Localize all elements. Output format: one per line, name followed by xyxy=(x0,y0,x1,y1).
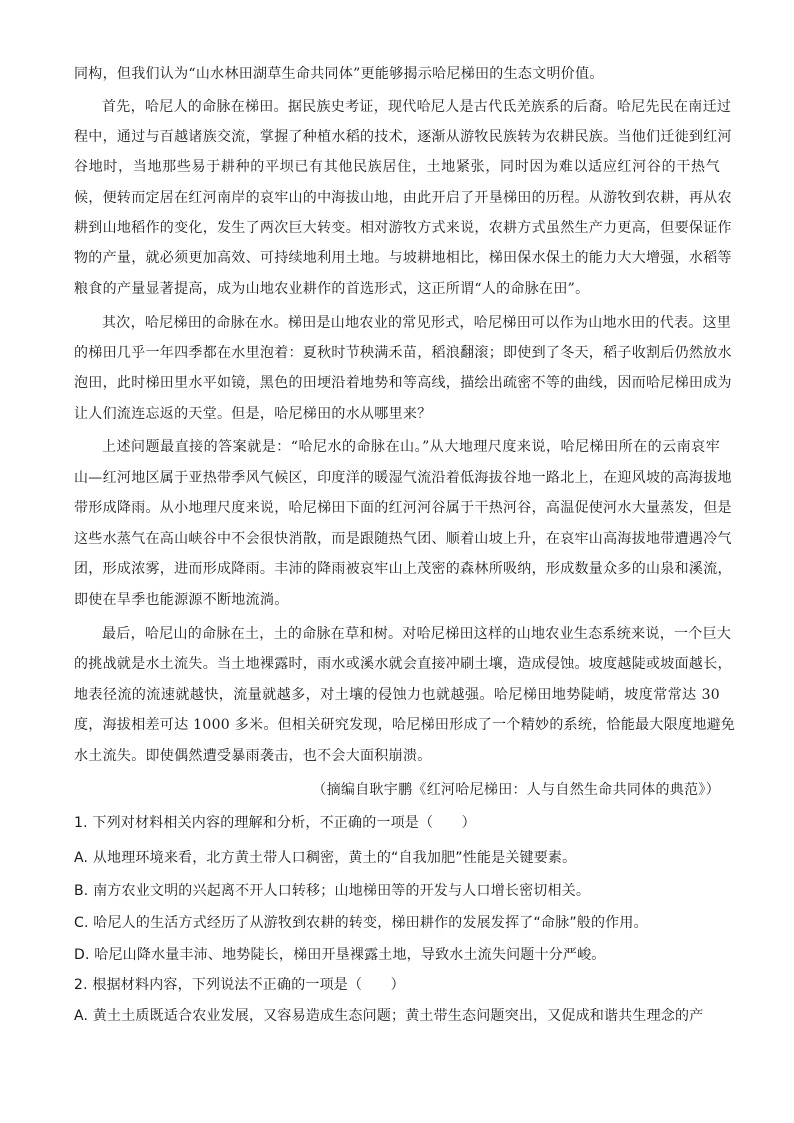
text-line: 度，海拔相差可达 1000 多米。但相关研究发现，哈尼梯田形成了一个精妙的系统，恰能最大限度地避免 xyxy=(74,717,736,733)
text-line: 团，形成浓雾，进而形成降雨。丰沛的降雨被哀牢山上茂密的森林所吸纳，形成数量众多的山泉和溪流， xyxy=(74,561,732,577)
text-line: 的挑战就是水土流失。当土地裸露时，雨水或溪水就会直接冲刷土壤，造成侵蚀。坡度越陡或坡面越长， xyxy=(74,656,732,672)
text-line: 山—红河地区属于亚热带季风气候区，印度洋的暖湿气流沿着低海拔谷地一路北上，在迎风坡的高海拔地 xyxy=(74,470,732,486)
text-line: 候，便转而定居在红河南岸的哀牢山的中海拔山地，由此开启了开垦梯田的历程。从游牧到农耕，再从农 xyxy=(74,190,732,206)
option-a: A. 从地理环境来看，北方黄土带人口稠密，黄土的“自我加肥”性能是关键要素。 xyxy=(74,850,577,866)
text-line: 谷地时，当地那些易于耕种的平坝已有其他民族居住，土地紧张，同时因为难以适应红河谷的干热气 xyxy=(74,159,720,175)
source-citation: （摘编自耿宇鹏《红河哈尼梯田：人与自然生命共同体的典范》） xyxy=(312,782,720,798)
question-1: 1. 下列对材料相关内容的理解和分析，不正确的一项是（ ） xyxy=(74,815,476,831)
text-line: 让人们流连忘返的天堂。但是，哈尼梯田的水从哪里来？ xyxy=(74,406,432,422)
option-b: B. 南方农业文明的兴起离不开人口转移；山地梯田等的开发与人口增长密切相关。 xyxy=(74,883,591,899)
paragraph-third: 上述问题最直接的答案就是：“哈尼水的命脉在山。”从大地理尺度来说，哈尼梯田所在的云南哀牢 xyxy=(102,439,720,455)
text-line: 的梯田几乎一年四季都在水里泡着：夏秋时节秧满禾苗，稻浪翻滚；即使到了冬天，稻子收割后仍然放水 xyxy=(74,345,732,361)
text-line: 粮食的产量显著提高，成为山地农业耕作的首选形式，这正所谓“人的命脉在田”。 xyxy=(74,281,590,297)
option-c: C. 哈尼人的生活方式经历了从游牧到农耕的转变，梯田耕作的发展发挥了“命脉”般的作用。 xyxy=(74,915,648,931)
text-line: 泡田，此时梯田里水平如镜，黑色的田埂沿着地势和等高线，描绘出疏密不等的曲线，因而哈尼梯田成为 xyxy=(74,375,732,391)
text-line: 同构，但我们认为“山水林田湖草生命共同体”更能够揭示哈尼梯田的生态文明价值。 xyxy=(74,66,604,82)
option-d: D. 哈尼山降水量丰沛、地势陡长，梯田开垦裸露土地，导致水土流失问题十分严峻。 xyxy=(74,947,606,963)
text-line: 这些水蒸气在高山峡谷中不会很快消散，而是跟随热气团、顺着山坡上升，在哀牢山高海拔地带遭遇冷气 xyxy=(74,531,732,547)
text-line: 物的产量，就必须更加高效、可持续地利用土地。与坡耕地相比，梯田保水保土的能力大大增强，水稻等 xyxy=(74,250,732,266)
question-2: 2. 根据材料内容，下列说法不正确的一项是（ ） xyxy=(74,977,405,993)
text-line: 地表径流的流速就越快，流量就越多，对土壤的侵蚀力也就越强。哈尼梯田地势陡峭，坡度常常达 30 xyxy=(74,687,720,703)
paragraph-first: 首先，哈尼人的命脉在梯田。据民族史考证，现代哈尼人是古代氐羌族系的后裔。哈尼先民在南迁过 xyxy=(102,99,732,115)
text-line: 水土流失。即使偶然遭受暴雨袭击，也不会大面积崩溃。 xyxy=(74,748,432,764)
paragraph-fourth: 最后，哈尼山的命脉在土，土的命脉在草和树。对哈尼梯田这样的山地农业生态系统来说，一个巨大 xyxy=(102,626,732,642)
text-line: 耕到山地稻作的变化，发生了两次巨大转变。相对游牧方式来说，农耕方式虽然生产力更高，但要保证作 xyxy=(74,220,732,236)
text-line: 程中，通过与百越诸族交流，掌握了种植水稻的技术，逐渐从游牧民族转为农耕民族。当他们迁徙到红河 xyxy=(74,129,732,145)
option-a: A. 黄土土质既适合农业发展，又容易造成生态问题；黄土带生态问题突出，又促成和谐共生理念的产 xyxy=(74,1008,704,1024)
text-line: 带形成降雨。从小地理尺度来说，哈尼梯田下面的红河河谷属于干热河谷，高温促使河水大量蒸发，但是 xyxy=(74,500,732,516)
paragraph-second: 其次，哈尼梯田的命脉在水。梯田是山地农业的常见形式，哈尼梯田可以作为山地水田的代表。这里 xyxy=(102,315,732,331)
text-line: 即使在旱季也能源源不断地流淌。 xyxy=(74,592,289,608)
